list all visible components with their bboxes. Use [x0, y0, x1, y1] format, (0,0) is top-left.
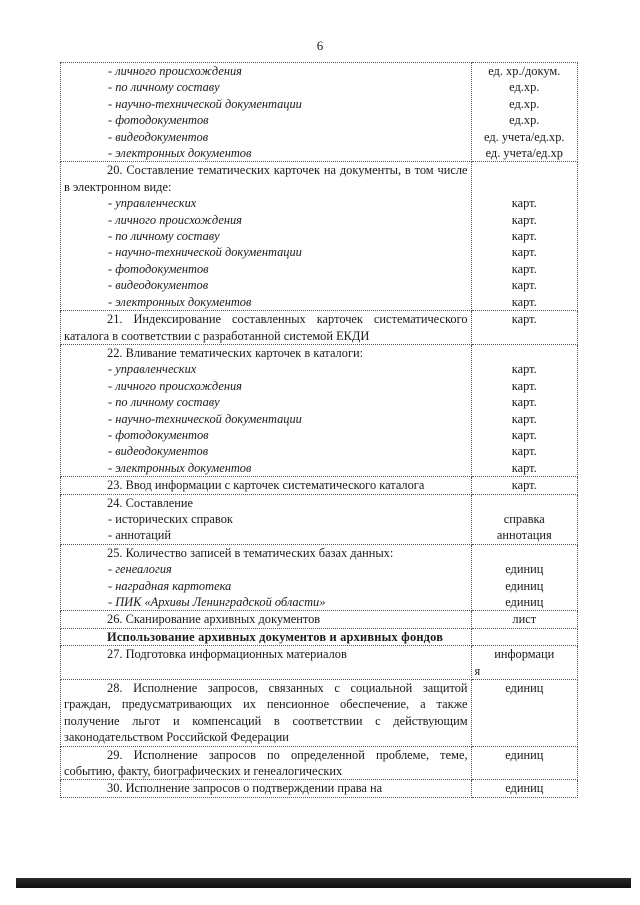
unit-label: единиц	[505, 681, 544, 696]
unit-label: ед.хр.	[509, 80, 540, 95]
unit-label: карт.	[511, 378, 537, 393]
unit-label: карт.	[511, 312, 537, 327]
table-row	[61, 494, 578, 544]
row-title: 23. Ввод информации с карточек систематического каталога	[107, 478, 425, 493]
unit-label: единиц	[505, 594, 544, 609]
unit-label: карт.	[511, 294, 537, 309]
list-item: - фотодокументов	[108, 427, 209, 442]
row-units	[471, 311, 577, 345]
row-title: 22. Вливание тематических карточек в каталоги:	[107, 345, 364, 360]
row-description	[61, 494, 472, 544]
unit-label: ед. хр./докум.	[488, 64, 561, 78]
list-item: - управленческих	[108, 362, 197, 377]
unit-label: ед.хр.	[509, 113, 540, 128]
unit-label: единиц	[505, 747, 544, 762]
unit-label: карт.	[511, 261, 537, 276]
list-item: - личного происхождения	[108, 212, 242, 227]
row-title: 21. Индексирование составленных карточек систематического каталога в соответствии с разработанной системой ЕКДИ	[64, 312, 468, 343]
row-title: 26. Сканирование архивных документов	[107, 612, 321, 627]
table-row	[61, 780, 578, 797]
list-item: - генеалогия	[108, 562, 172, 577]
list-item: - исторических справок	[108, 511, 233, 526]
row-title: 28. Исполнение запросов, связанных с социальной защитой граждан, предусматривающих их пенсионное обеспечение, а также получение льгот и компенсаций в соответствии с действующим законодательством Российской Федерации	[64, 681, 468, 745]
unit-label: карт.	[511, 444, 537, 459]
unit-label: карт.	[511, 278, 537, 293]
table-row	[61, 63, 578, 162]
row-description	[61, 477, 472, 494]
row-description	[61, 544, 472, 611]
table-row	[61, 311, 578, 345]
row-units	[471, 494, 577, 544]
row-units	[471, 63, 577, 162]
table-row	[61, 544, 578, 611]
row-title: 27. Подготовка информационных материалов	[107, 647, 347, 662]
row-units	[471, 646, 577, 680]
row-description	[61, 680, 472, 747]
unit-label: единиц	[505, 781, 544, 796]
list-item: - аннотаций	[108, 528, 171, 543]
row-title: 29. Исполнение запросов по определенной проблеме, теме, событию, факту, биографических и генеалогических	[64, 747, 468, 779]
page-number: 6	[316, 38, 324, 53]
list-item: - научно-технической документации	[108, 411, 302, 426]
row-description	[61, 311, 472, 345]
row-units	[471, 477, 577, 494]
row-description	[61, 780, 472, 797]
list-item: - управленческих	[108, 196, 197, 211]
list-item: - по личному составу	[108, 80, 220, 95]
unit-label: ед. учета/ед.хр	[485, 146, 563, 161]
row-title: 24. Составление	[107, 495, 194, 510]
list-item: - научно-технической документации	[108, 245, 302, 260]
table-row	[61, 680, 578, 747]
section-heading: Использование архивных документов и архивных фондов	[107, 629, 444, 644]
unit-label: единиц	[505, 562, 544, 577]
row-title: 25. Количество записей в тематических базах данных:	[107, 545, 394, 560]
unit-label: карт.	[511, 411, 537, 426]
list-item: - видеодокументов	[108, 278, 209, 293]
row-description	[61, 628, 472, 645]
list-item: - электронных документов	[108, 294, 252, 309]
list-item: - электронных документов	[108, 460, 252, 475]
unit-label: аннотация	[496, 528, 552, 543]
unit-label: единиц	[505, 578, 544, 593]
unit-label: информаци	[494, 647, 555, 662]
unit-label-wrap: я	[474, 663, 481, 678]
row-units	[471, 162, 577, 311]
row-description	[61, 63, 472, 162]
plan-table	[60, 62, 578, 798]
unit-label: карт.	[511, 395, 537, 410]
unit-label: карт.	[511, 478, 537, 493]
unit-label: карт.	[511, 362, 537, 377]
row-units	[471, 628, 577, 645]
row-units	[471, 344, 577, 476]
row-description	[61, 162, 472, 311]
list-item: - электронных документов	[108, 146, 252, 161]
table-row	[61, 646, 578, 680]
unit-label: карт.	[511, 212, 537, 227]
table-row	[61, 344, 578, 476]
list-item: - ПИК «Архивы Ленинградской области»	[108, 595, 326, 609]
row-description	[61, 611, 472, 628]
list-item: - научно-технической документации	[108, 96, 302, 111]
list-item: - личного происхождения	[108, 64, 242, 78]
table-row	[61, 611, 578, 628]
row-units	[471, 544, 577, 611]
list-item: - по личному составу	[108, 395, 220, 410]
list-item: - фотодокументов	[108, 113, 209, 128]
unit-label: карт.	[511, 196, 537, 211]
unit-label: карт.	[511, 460, 537, 475]
row-description	[61, 746, 472, 780]
unit-label: карт.	[511, 427, 537, 442]
unit-label: карт.	[511, 245, 537, 260]
table-row	[61, 477, 578, 494]
unit-label: ед.хр.	[509, 96, 540, 111]
unit-label: ед. учета/ед.хр.	[484, 129, 565, 144]
unit-label: справка	[503, 511, 545, 526]
unit-label: карт.	[511, 229, 537, 244]
table-row	[61, 162, 578, 311]
list-item: - наградная картотека	[108, 578, 232, 593]
list-item: - видеодокументов	[108, 444, 209, 459]
row-description	[61, 646, 472, 680]
row-units	[471, 680, 577, 747]
row-units	[471, 780, 577, 797]
list-item: - по личному составу	[108, 229, 220, 244]
list-item: - личного происхождения	[108, 378, 242, 393]
row-units	[471, 746, 577, 780]
scan-edge-bar	[16, 878, 631, 888]
table-row	[61, 746, 578, 780]
row-title: 20. Составление тематических карточек на документы, в том числе в электронном виде:	[64, 163, 468, 194]
row-title: 30. Исполнение запросов о подтверждении права на	[107, 781, 383, 796]
list-item: - видеодокументов	[108, 129, 209, 144]
row-units	[471, 611, 577, 628]
table-row	[61, 628, 578, 645]
row-description	[61, 344, 472, 476]
unit-label: лист	[512, 612, 537, 627]
list-item: - фотодокументов	[108, 261, 209, 276]
